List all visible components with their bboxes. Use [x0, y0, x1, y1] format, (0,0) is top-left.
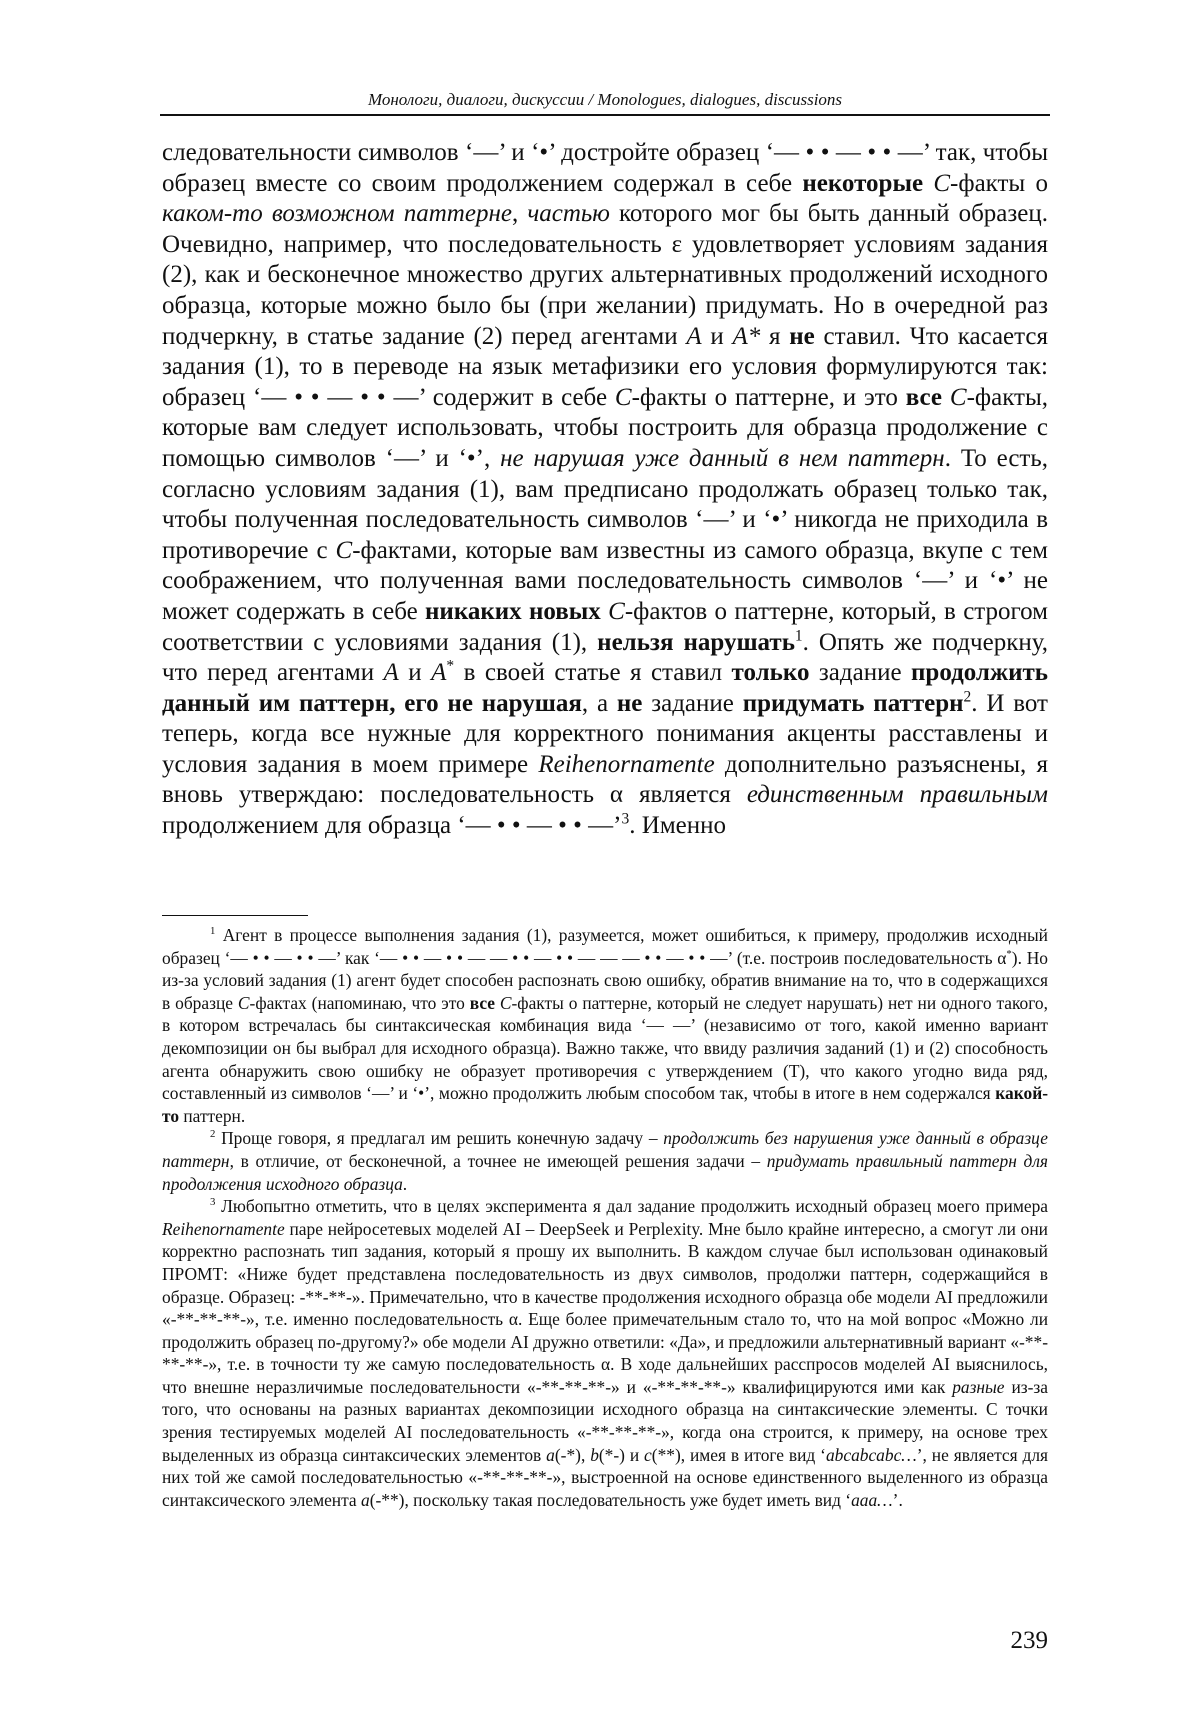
text-run: . — [402, 1173, 408, 1194]
bold-run: некоторые — [802, 169, 924, 197]
running-header: Монологи, диалоги, дискуссии / Monologues, dialogues, discussions — [367, 90, 843, 109]
text-run: -фактов о паттерне, который, в строгом соответствии с условиями задания (1), — [162, 597, 1048, 656]
footnote-1 — [162, 924, 1048, 1127]
bold-run: все — [469, 992, 495, 1013]
bold-run: продолжить данный им паттерн, его не нарушая — [162, 659, 1048, 717]
text-run: -факты о паттерне, и это — [631, 383, 906, 411]
italic-run: А — [383, 659, 399, 687]
footnote-rule — [162, 915, 308, 916]
main-text — [162, 138, 1048, 842]
text-run: я — [760, 322, 790, 350]
italic-run: продолжить без нарушения уже данный в образце паттерн — [162, 1128, 1049, 1171]
text-run: в своей статье я ставил — [454, 659, 732, 687]
footnote-3 — [162, 1195, 1048, 1511]
text-run: ). Но из-за условий задания (1) агент будет способен распознать свою ошибку, обратив внимание на то, что в содержащихся в образце — [162, 947, 1048, 1013]
text-run — [942, 384, 950, 411]
italic-run: a — [546, 1444, 555, 1465]
superscript-star: * — [446, 657, 455, 675]
italic-run: не нарушая уже данный в нем паттерн — [500, 444, 945, 472]
text-run: следовательности символов ‘—’ и ‘•’ достройте образец ‘— • • — • • —’ так, чтобы образец вместе со своим продолжением содержал в себе — [162, 139, 1048, 197]
text-run: -факты о — [950, 169, 1048, 197]
footnote-number: 1 — [210, 925, 216, 938]
text-run: . Опять же подчеркну, что перед агентами — [162, 628, 1048, 687]
text-run: задание — [642, 689, 743, 717]
italic-run: abcabcabc… — [825, 1444, 917, 1465]
bold-run: какой-то — [162, 1083, 1048, 1126]
italic-run: каком-то возможном паттерне — [162, 200, 512, 228]
italic-run: придумать правильный паттерн для продолжения исходного образца — [162, 1150, 1048, 1194]
bold-run: придумать паттерн — [742, 689, 964, 717]
footnotes — [162, 924, 1048, 1511]
footnote-number: 2 — [210, 1128, 216, 1141]
italic-run: А* — [732, 322, 761, 350]
text-run: которого мог бы быть данный образец. Очевидно, например, что последовательность ε удовлетворяет условиям задания (2), как и бесконечное множество других альтернативных продолжений исходного образца, которые можно было бы (при желании) придумать. Но в очередной раз подчеркну, в статье задание (2) перед агентами — [162, 200, 1049, 350]
italic-run: С — [237, 992, 250, 1013]
italic-run: a — [360, 1489, 370, 1510]
text-run: Любопытно отметить, что в целях эксперимента я дал задание продолжить исходный образец моего примера — [215, 1196, 1048, 1217]
italic-run: разные — [952, 1376, 1005, 1397]
text-run: задание — [809, 659, 912, 687]
italic-run: b — [590, 1444, 599, 1465]
footnote-ref-1[interactable]: 1 — [794, 627, 803, 645]
italic-run: С — [335, 536, 353, 564]
bold-run: никаких новых — [425, 597, 601, 625]
paragraph — [162, 138, 1048, 842]
text-run: (-**), поскольку такая последовательность уже будет иметь вид ‘ — [369, 1489, 852, 1510]
italic-run: Reihenornamente — [162, 1218, 285, 1239]
italic-run: С — [949, 383, 967, 411]
italic-run: единственным правильным — [746, 781, 1048, 809]
text-run: -фактах (напоминаю, что это — [249, 992, 470, 1013]
text-run: . То есть, согласно условиям задания (1), вам предписано продолжать образец только так, чтобы полученная последовательность символов ‘—’ и ‘•’ никогда не приходила в противоречие с — [162, 444, 1048, 564]
italic-run: c — [644, 1444, 652, 1465]
italic-run: А — [686, 322, 702, 350]
footnote-ref-3[interactable]: 3 — [621, 810, 630, 828]
bold-run: только — [731, 659, 810, 687]
italic-run: С — [614, 383, 632, 411]
italic-run: А — [431, 659, 447, 687]
text-run: , а — [581, 689, 617, 717]
text-run: паре нейросетевых моделей AI – DeepSeek и Perplexity. Мне было крайне интересно, а смогут ли они корректно распознать тип задания, который я прошу их выполнить. В каждом случае был использован одинаковый ПРОМТ: «Ниже будет представлена последовательность из двух символов, продолжи паттерн, содержащийся в образце. Образец: -**-**-». Примечательно, что в качестве продолжения исходного образца обе модели AI предложили «-**-**-**-», т.е. именно последовательность α. Еще более примечательным стало то, что на мой вопрос «Можно ли продолжить образец по-другому?» обе модели AI дружно ответили: «Да», и предложили альтернативный вариант «-**-**-**-», т.е. в точности ту же самую последовательность α. В ходе дальнейших расспросов моделей AI выяснилось, что внешне неразличимые последовательности «-**-**-**-» и «-**-**-**-» квалифицируются ими как — [162, 1218, 1048, 1397]
text-run: -факты, которые вам следует использовать, чтобы построить для образца продолжение с помощью символов ‘—’ и ‘•’, — [162, 383, 1048, 472]
text-run: дополнительно разъяснены, я вновь утверждаю: последовательность α является — [162, 750, 1048, 809]
bold-run: все — [905, 383, 943, 411]
text-run: ’, не является для них той же самой последовательностью «-**-**-**-», выстроенной на основе единственного выделенного из образца синтаксического элемента — [162, 1444, 1049, 1510]
text-run: -факты о паттерне, который не следует нарушать) нет ни одного такого, в котором встречалась бы синтаксическая комбинация вида ‘— —’ (независимо от того, какой именно вариант декомпозиции он бы выбрал для исходного образца). Важно также, что ввиду различия заданий (1) и (2) способность агента обнаружить свою ошибку не образует противоречия с утверждением (Т), что какого угодно вида ряд, составленный из символов ‘—’ и ‘•’, можно продолжить любым способом так, чтобы в итоге в нем содержался — [162, 992, 1048, 1104]
page-number: 239 — [1010, 1627, 1048, 1654]
italic-run: Reihenornamente — [538, 750, 715, 778]
text-run: Проще говоря, я предлагал им решить конечную задачу – — [215, 1128, 664, 1149]
text-run: Агент в процессе выполнения задания (1), разумеется, может ошибиться, к примеру, продолжив исходный образец ‘— • • — • • —’ как ‘— • • — • • — — • • — • • — — — • • — • • —’ (т.е. построив последовательность α — [162, 925, 1048, 968]
text-run: , — [511, 200, 528, 228]
italic-run: С — [933, 169, 951, 197]
text-run: (-*), — [554, 1444, 591, 1465]
text-run: паттерн. — [179, 1105, 246, 1126]
text-run: ставил. Что касается задания (1), то в переводе на язык метафизики его условия формулируются так: образец ‘— • • — • • —’ содержит в себе — [162, 322, 1048, 411]
text-run: (*-) и — [598, 1444, 645, 1465]
text-run — [923, 170, 933, 197]
bold-run: не — [616, 689, 643, 717]
italic-run: aaa… — [851, 1489, 893, 1510]
text-run: . И вот теперь, когда все нужные для корректного понимания акценты расставлены и условия задания в моем примере — [162, 689, 1048, 778]
text-run: и — [398, 659, 432, 687]
footnote-number: 3 — [210, 1196, 216, 1209]
footnote-ref-2[interactable]: 2 — [963, 688, 972, 706]
text-run: . Именно — [629, 812, 726, 840]
italic-run: частью — [527, 200, 610, 228]
text-run: -фактами, которые вам известны из самого образца, вкупе с тем соображением, что полученная вами последовательность символов ‘—’ и ‘•’ не может содержать в себе — [162, 536, 1048, 625]
text-run: продолжением для образца ‘— • • — • • —’ — [162, 812, 622, 840]
text-run: ’. — [892, 1489, 903, 1510]
bold-run: не — [789, 322, 815, 350]
text-run: и — [701, 322, 733, 350]
italic-run: С — [499, 992, 512, 1013]
header-rule — [160, 114, 1050, 116]
italic-run: С — [608, 597, 625, 625]
text-run: (**), имея в итоге вид ‘ — [651, 1444, 826, 1465]
text-run: , в отличие, от бесконечной, а точнее не имеющей решения задачи – — [229, 1150, 767, 1171]
superscript-star: * — [1006, 947, 1012, 960]
bold-run: нельзя нарушать — [597, 628, 795, 656]
text-run: из-за того, что основаны на разных вариантах декомпозиции исходного образца на синтаксические элементы. С точки зрения тестируемых моделей AI последовательность «-**-**-**-», когда она строится, к примеру, на основе трех выделенных из образца синтаксических элементов — [162, 1376, 1049, 1465]
footnote-2 — [162, 1127, 1048, 1195]
